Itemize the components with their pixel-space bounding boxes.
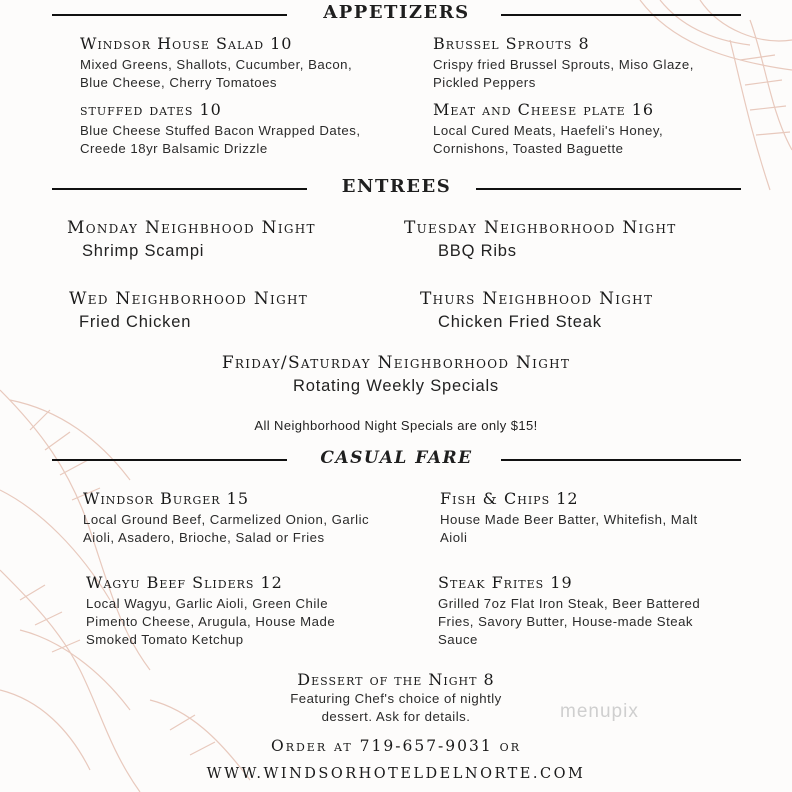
item-name: Windsor Burger 15 xyxy=(83,489,250,508)
order-phone-line: Order at 719-657-9031 or xyxy=(271,737,521,755)
entree-item xyxy=(420,289,653,332)
website-link[interactable]: WWW.WINDSORHOTELDELNORTE.COM xyxy=(206,766,586,782)
item-description: Local Wagyu, Garlic Aioli, Green Chile Pimento Cheese, Arugula, House Made Smoked Tomato Ketchup xyxy=(86,596,336,647)
item-name: stuffed dates 10 xyxy=(80,100,222,119)
item-name: Windsor House Salad 10 xyxy=(80,34,293,53)
item-description: House Made Beer Batter, Whitefish, Malt Aioli xyxy=(440,512,698,545)
item-name: Brussel Sprouts 8 xyxy=(433,34,590,53)
entree-dish: Chicken Fried Steak xyxy=(438,313,602,331)
item-name: Wagyu Beef Sliders 12 xyxy=(86,573,283,592)
appetizers-heading: APPETIZERS xyxy=(317,2,475,23)
item-description: Local Cured Meats, Haefeli's Honey, Cornishons, Toasted Baguette xyxy=(433,123,664,156)
casual-fare-heading: CASUAL FARE xyxy=(314,448,478,468)
entree-night: Friday/Saturday Neighborhood Night xyxy=(221,353,571,373)
entree-item xyxy=(69,289,308,332)
item-description: Grilled 7oz Flat Iron Steak, Beer Battered Fries, Savory Butter, House-made Steak Sauce xyxy=(438,596,701,647)
entree-night: Monday Neighbhood Night xyxy=(67,218,316,238)
entree-item xyxy=(0,353,792,396)
item-description: Blue Cheese Stuffed Bacon Wrapped Dates, Creede 18yr Balsamic Drizzle xyxy=(80,123,361,156)
menu-item xyxy=(433,34,723,92)
entree-night: Thurs Neighbhood Night xyxy=(420,289,654,309)
entree-night: Tuesday Neighborhood Night xyxy=(404,218,677,238)
menu-item xyxy=(80,100,380,158)
item-description: Mixed Greens, Shallots, Cucumber, Bacon, Blue Cheese, Cherry Tomatoes xyxy=(80,57,353,90)
menu-item xyxy=(83,489,373,547)
menu-item xyxy=(440,489,720,547)
entree-dish: BBQ Ribs xyxy=(438,242,517,260)
specials-note: All Neighborhood Night Specials are only $15! xyxy=(254,418,538,433)
item-name: Dessert of the Night 8 xyxy=(297,670,495,689)
item-description: Featuring Chef's choice of nightly dessert. Ask for details. xyxy=(290,691,502,724)
menu-item xyxy=(86,573,376,649)
menu-item xyxy=(80,34,380,92)
menu-item xyxy=(266,670,526,726)
appetizers-divider xyxy=(52,2,741,25)
menu-item xyxy=(433,100,723,158)
watermark-text: menupix xyxy=(560,701,639,722)
entree-dish: Fried Chicken xyxy=(79,313,192,331)
entrees-divider xyxy=(52,176,741,199)
entree-dish: Rotating Weekly Specials xyxy=(293,377,499,395)
entree-item xyxy=(67,218,316,261)
entree-item xyxy=(404,218,677,261)
entrees-heading: ENTREES xyxy=(336,176,457,197)
casual-fare-divider xyxy=(52,450,741,470)
entree-night: Wed Neighborhood Night xyxy=(69,289,309,309)
entree-dish: Shrimp Scampi xyxy=(82,242,205,260)
menu-item xyxy=(438,573,723,649)
item-name: Meat and Cheese plate 16 xyxy=(433,100,655,119)
item-description: Crispy fried Brussel Sprouts, Miso Glaze, Pickled Peppers xyxy=(433,57,694,90)
item-name: Steak Frites 19 xyxy=(438,573,573,592)
item-description: Local Ground Beef, Carmelized Onion, Garlic Aioli, Asadero, Brioche, Salad or Fries xyxy=(83,512,370,545)
item-name: Fish & Chips 12 xyxy=(440,489,579,508)
